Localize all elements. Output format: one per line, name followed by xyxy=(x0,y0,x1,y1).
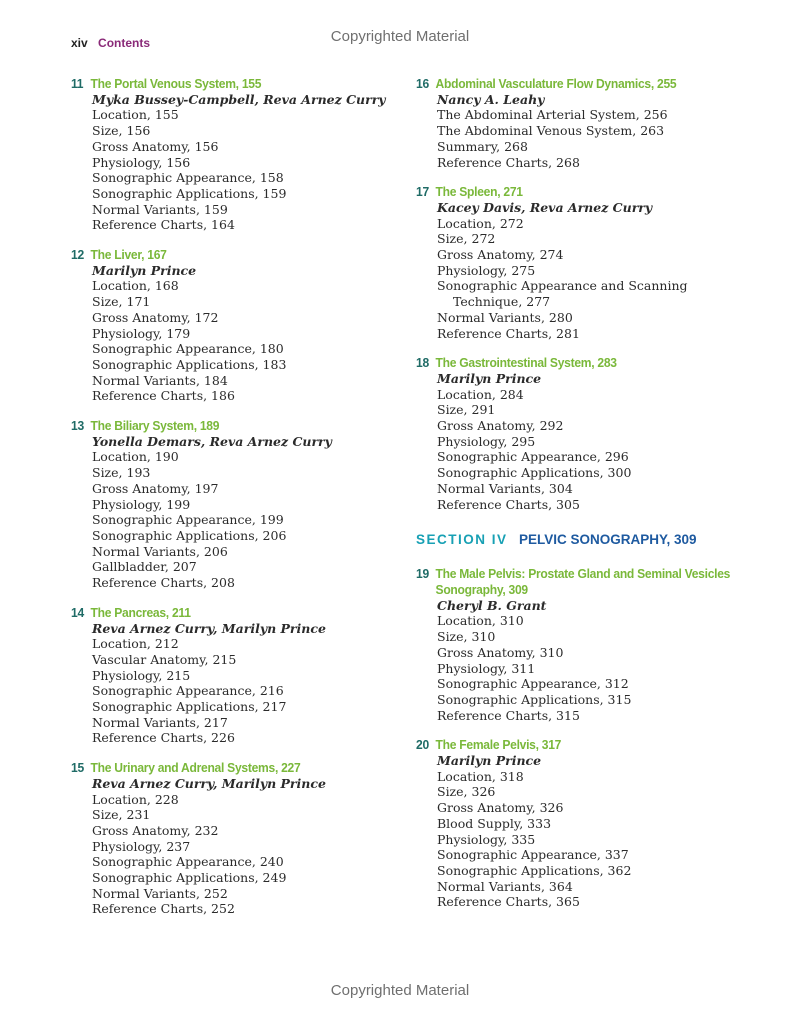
toc-entry[interactable]: Sonographic Appearance and Scanning xyxy=(437,278,688,294)
chapter-number: 12 xyxy=(71,247,84,263)
chapter-authors: Yonella Demars, Reva Arnez Curry xyxy=(92,433,332,449)
toc-entry[interactable]: Sonographic Applications, 217 xyxy=(92,699,287,715)
chapter-heading[interactable] xyxy=(416,76,742,92)
chapter-entries xyxy=(71,636,421,746)
toc-entry[interactable]: The Abdominal Arterial System, 256 xyxy=(437,107,668,123)
toc-entry[interactable]: Sonographic Appearance, 312 xyxy=(437,676,629,692)
chapter-heading[interactable] xyxy=(416,566,742,597)
toc-entry[interactable]: The Abdominal Venous System, 263 xyxy=(437,123,665,139)
chapter-number: 15 xyxy=(71,760,84,776)
toc-entry[interactable]: Physiology, 237 xyxy=(92,838,191,854)
toc-entry[interactable]: Normal Variants, 159 xyxy=(92,201,228,217)
toc-entry[interactable]: Reference Charts, 305 xyxy=(437,496,580,512)
toc-entry[interactable]: Normal Variants, 364 xyxy=(437,878,573,894)
chapter-authors: Marilyn Prince xyxy=(92,262,197,278)
chapter-entries xyxy=(416,613,766,723)
toc-entry[interactable]: Physiology, 156 xyxy=(92,154,191,170)
toc-entry[interactable]: Physiology, 335 xyxy=(437,831,536,847)
chapter-title[interactable]: The Urinary and Adrenal Systems, 227 xyxy=(90,760,301,776)
toc-entry[interactable]: Physiology, 215 xyxy=(92,667,191,683)
toc-entry[interactable]: Sonographic Appearance, 180 xyxy=(92,341,284,357)
toc-entry[interactable]: Normal Variants, 206 xyxy=(92,543,228,559)
chapter-entries xyxy=(71,107,421,233)
chapter-authors: Reva Arnez Curry, Marilyn Prince xyxy=(92,620,326,636)
toc-entry[interactable]: Sonographic Appearance, 158 xyxy=(92,170,284,186)
chapter-title[interactable]: The Liver, 167 xyxy=(90,247,167,263)
toc-entry[interactable]: Location, 190 xyxy=(92,449,179,465)
chapter-number: 11 xyxy=(71,76,84,91)
toc-entry[interactable]: Size, 310 xyxy=(437,629,496,645)
toc-entry[interactable]: Gross Anatomy, 172 xyxy=(92,309,219,325)
toc-entry[interactable]: Location, 310 xyxy=(437,613,524,629)
toc-entry[interactable]: Location, 212 xyxy=(92,636,179,652)
chapter-entries xyxy=(71,278,421,404)
toc-entry[interactable]: Size, 291 xyxy=(437,402,496,418)
toc-chapter xyxy=(71,76,421,233)
toc-chapter xyxy=(416,184,766,341)
toc-entry[interactable]: Sonographic Applications, 159 xyxy=(92,185,287,201)
toc-entry[interactable]: Gross Anatomy, 197 xyxy=(92,480,219,496)
toc-entry[interactable]: Sonographic Applications, 362 xyxy=(437,862,632,878)
chapter-entries xyxy=(416,769,766,910)
chapter-entries xyxy=(416,216,766,342)
chapter-entries xyxy=(71,449,421,590)
toc-entry[interactable]: Normal Variants, 304 xyxy=(437,480,573,496)
chapter-title[interactable]: The Male Pelvis: Prostate Gland and Seminal Vesicles xyxy=(435,566,731,582)
toc-chapter xyxy=(71,247,421,404)
chapter-entries xyxy=(416,387,766,513)
chapter-authors: Reva Arnez Curry, Marilyn Prince xyxy=(92,775,326,791)
toc-left-column xyxy=(71,76,421,931)
toc-entry[interactable]: Location, 318 xyxy=(437,768,524,784)
chapter-number: 17 xyxy=(416,184,429,200)
toc-entry[interactable]: Normal Variants, 280 xyxy=(437,309,573,325)
toc-entry[interactable]: Normal Variants, 252 xyxy=(92,885,228,901)
toc-entry[interactable]: Size, 193 xyxy=(92,465,151,481)
toc-entry[interactable]: Gross Anatomy, 292 xyxy=(437,418,564,434)
toc-entry[interactable]: Reference Charts, 315 xyxy=(437,707,580,723)
toc-entry[interactable]: Location, 228 xyxy=(92,791,179,807)
toc-chapter xyxy=(71,760,421,917)
toc-entry[interactable]: Size, 156 xyxy=(92,123,151,139)
toc-entry[interactable]: Physiology, 179 xyxy=(92,325,191,341)
section-heading xyxy=(416,532,766,548)
toc-entry[interactable]: Sonographic Applications, 206 xyxy=(92,527,287,543)
toc-entry[interactable]: Sonographic Appearance, 240 xyxy=(92,854,284,870)
toc-entry[interactable]: Reference Charts, 268 xyxy=(437,154,580,170)
chapter-authors: Marilyn Prince xyxy=(437,370,542,386)
toc-entry[interactable]: Location, 168 xyxy=(92,278,179,294)
toc-entry[interactable]: Normal Variants, 184 xyxy=(92,372,228,388)
watermark-top: Copyrighted Material xyxy=(330,28,470,45)
chapter-title[interactable]: The Biliary System, 189 xyxy=(90,418,220,434)
toc-entry[interactable]: Sonographic Appearance, 199 xyxy=(92,512,284,528)
toc-entry[interactable]: Location, 272 xyxy=(437,215,524,231)
chapter-heading[interactable] xyxy=(416,737,742,753)
chapter-number: 20 xyxy=(416,737,429,753)
toc-entry[interactable]: Technique, 277 xyxy=(453,294,551,310)
chapter-heading[interactable] xyxy=(71,760,397,776)
toc-chapter xyxy=(71,605,421,746)
chapter-number: 14 xyxy=(71,604,84,620)
chapter-heading[interactable] xyxy=(71,418,397,434)
chapter-authors: Nancy A. Leahy xyxy=(437,91,545,107)
chapter-heading[interactable] xyxy=(71,247,397,263)
chapter-entries xyxy=(71,792,421,918)
chapter-title[interactable]: The Pancreas, 211 xyxy=(90,604,191,620)
section-title: PELVIC SONOGRAPHY, 309 xyxy=(519,532,697,548)
toc-entry[interactable]: Physiology, 275 xyxy=(437,262,536,278)
chapter-authors: Cheryl B. Grant xyxy=(437,597,547,613)
running-header-label: Contents xyxy=(98,36,151,50)
toc-chapter xyxy=(416,737,766,910)
toc-entry[interactable]: Sonographic Applications, 315 xyxy=(437,691,632,707)
chapter-number: 16 xyxy=(416,76,429,91)
toc-entry[interactable]: Physiology, 199 xyxy=(92,496,191,512)
chapter-title[interactable]: The Portal Venous System, 155 xyxy=(90,76,262,91)
toc-entry[interactable]: Blood Supply, 333 xyxy=(437,815,552,831)
toc-entry[interactable]: Size, 171 xyxy=(92,294,151,310)
toc-entry[interactable]: Sonographic Appearance, 216 xyxy=(92,683,284,699)
toc-entry[interactable]: Sonographic Applications, 300 xyxy=(437,465,632,481)
chapter-title[interactable]: The Female Pelvis, 317 xyxy=(435,737,562,753)
toc-entry[interactable]: Reference Charts, 164 xyxy=(92,217,235,233)
chapter-authors: Kacey Davis, Reva Arnez Curry xyxy=(437,199,653,215)
chapter-title[interactable]: The Gastrointestinal System, 283 xyxy=(435,355,617,371)
toc-chapter xyxy=(71,418,421,591)
toc-entry[interactable]: Reference Charts, 208 xyxy=(92,575,235,591)
toc-chapter xyxy=(416,355,766,512)
toc-entry[interactable]: Gross Anatomy, 326 xyxy=(437,800,564,816)
chapter-number: 13 xyxy=(71,418,84,434)
toc-entry[interactable]: Gross Anatomy, 274 xyxy=(437,247,564,263)
chapter-number: 18 xyxy=(416,355,429,371)
chapter-heading[interactable] xyxy=(71,605,397,621)
chapter-number: 19 xyxy=(416,566,429,582)
toc-entry[interactable]: Gallbladder, 207 xyxy=(92,559,197,575)
chapter-title[interactable]: Abdominal Vasculature Flow Dynamics, 255 xyxy=(435,76,677,91)
toc-entry[interactable]: Summary, 268 xyxy=(437,138,528,154)
chapter-entries xyxy=(416,107,766,170)
toc-entry[interactable]: Physiology, 295 xyxy=(437,433,536,449)
toc-entry[interactable]: Reference Charts, 365 xyxy=(437,894,580,910)
toc-entry[interactable]: Gross Anatomy, 232 xyxy=(92,822,219,838)
chapter-title-continued[interactable]: Sonography, 309 xyxy=(435,581,528,597)
toc-entry[interactable]: Reference Charts, 226 xyxy=(92,730,235,746)
toc-chapter xyxy=(416,566,766,723)
toc-chapter xyxy=(416,76,766,170)
toc-entry[interactable]: Location, 155 xyxy=(92,107,179,123)
toc-entry[interactable]: Size, 272 xyxy=(437,231,496,247)
toc-entry[interactable]: Physiology, 311 xyxy=(437,660,536,676)
chapter-authors: Marilyn Prince xyxy=(437,753,542,769)
toc-entry[interactable]: Sonographic Appearance, 296 xyxy=(437,449,629,465)
chapter-title[interactable]: The Spleen, 271 xyxy=(435,184,523,200)
toc-entry[interactable]: Reference Charts, 186 xyxy=(92,388,235,404)
toc-entry[interactable]: Reference Charts, 252 xyxy=(92,901,235,917)
toc-entry[interactable]: Gross Anatomy, 156 xyxy=(92,138,219,154)
toc-entry[interactable]: Reference Charts, 281 xyxy=(437,325,580,341)
toc-entry[interactable]: Vascular Anatomy, 215 xyxy=(92,651,237,667)
toc-entry[interactable]: Size, 231 xyxy=(92,807,151,823)
toc-entry[interactable]: Normal Variants, 217 xyxy=(92,714,228,730)
section-label: SECTION IV xyxy=(416,532,508,548)
toc-entry[interactable]: Sonographic Appearance, 337 xyxy=(437,847,629,863)
chapter-heading[interactable] xyxy=(416,184,742,200)
toc-entry[interactable]: Size, 326 xyxy=(437,784,496,800)
chapter-heading[interactable] xyxy=(71,76,397,92)
running-header xyxy=(71,36,150,50)
toc-entry[interactable]: Location, 284 xyxy=(437,386,524,402)
toc-right-column xyxy=(416,76,766,924)
page-number: xiv xyxy=(71,36,88,50)
chapter-authors: Myka Bussey-Campbell, Reva Arnez Curry xyxy=(92,91,386,107)
chapter-heading[interactable] xyxy=(416,355,742,371)
toc-entry[interactable]: Sonographic Applications, 183 xyxy=(92,356,287,372)
toc-entry[interactable]: Sonographic Applications, 249 xyxy=(92,870,287,886)
watermark-bottom: Copyrighted Material xyxy=(330,982,470,999)
toc-entry[interactable]: Gross Anatomy, 310 xyxy=(437,644,564,660)
